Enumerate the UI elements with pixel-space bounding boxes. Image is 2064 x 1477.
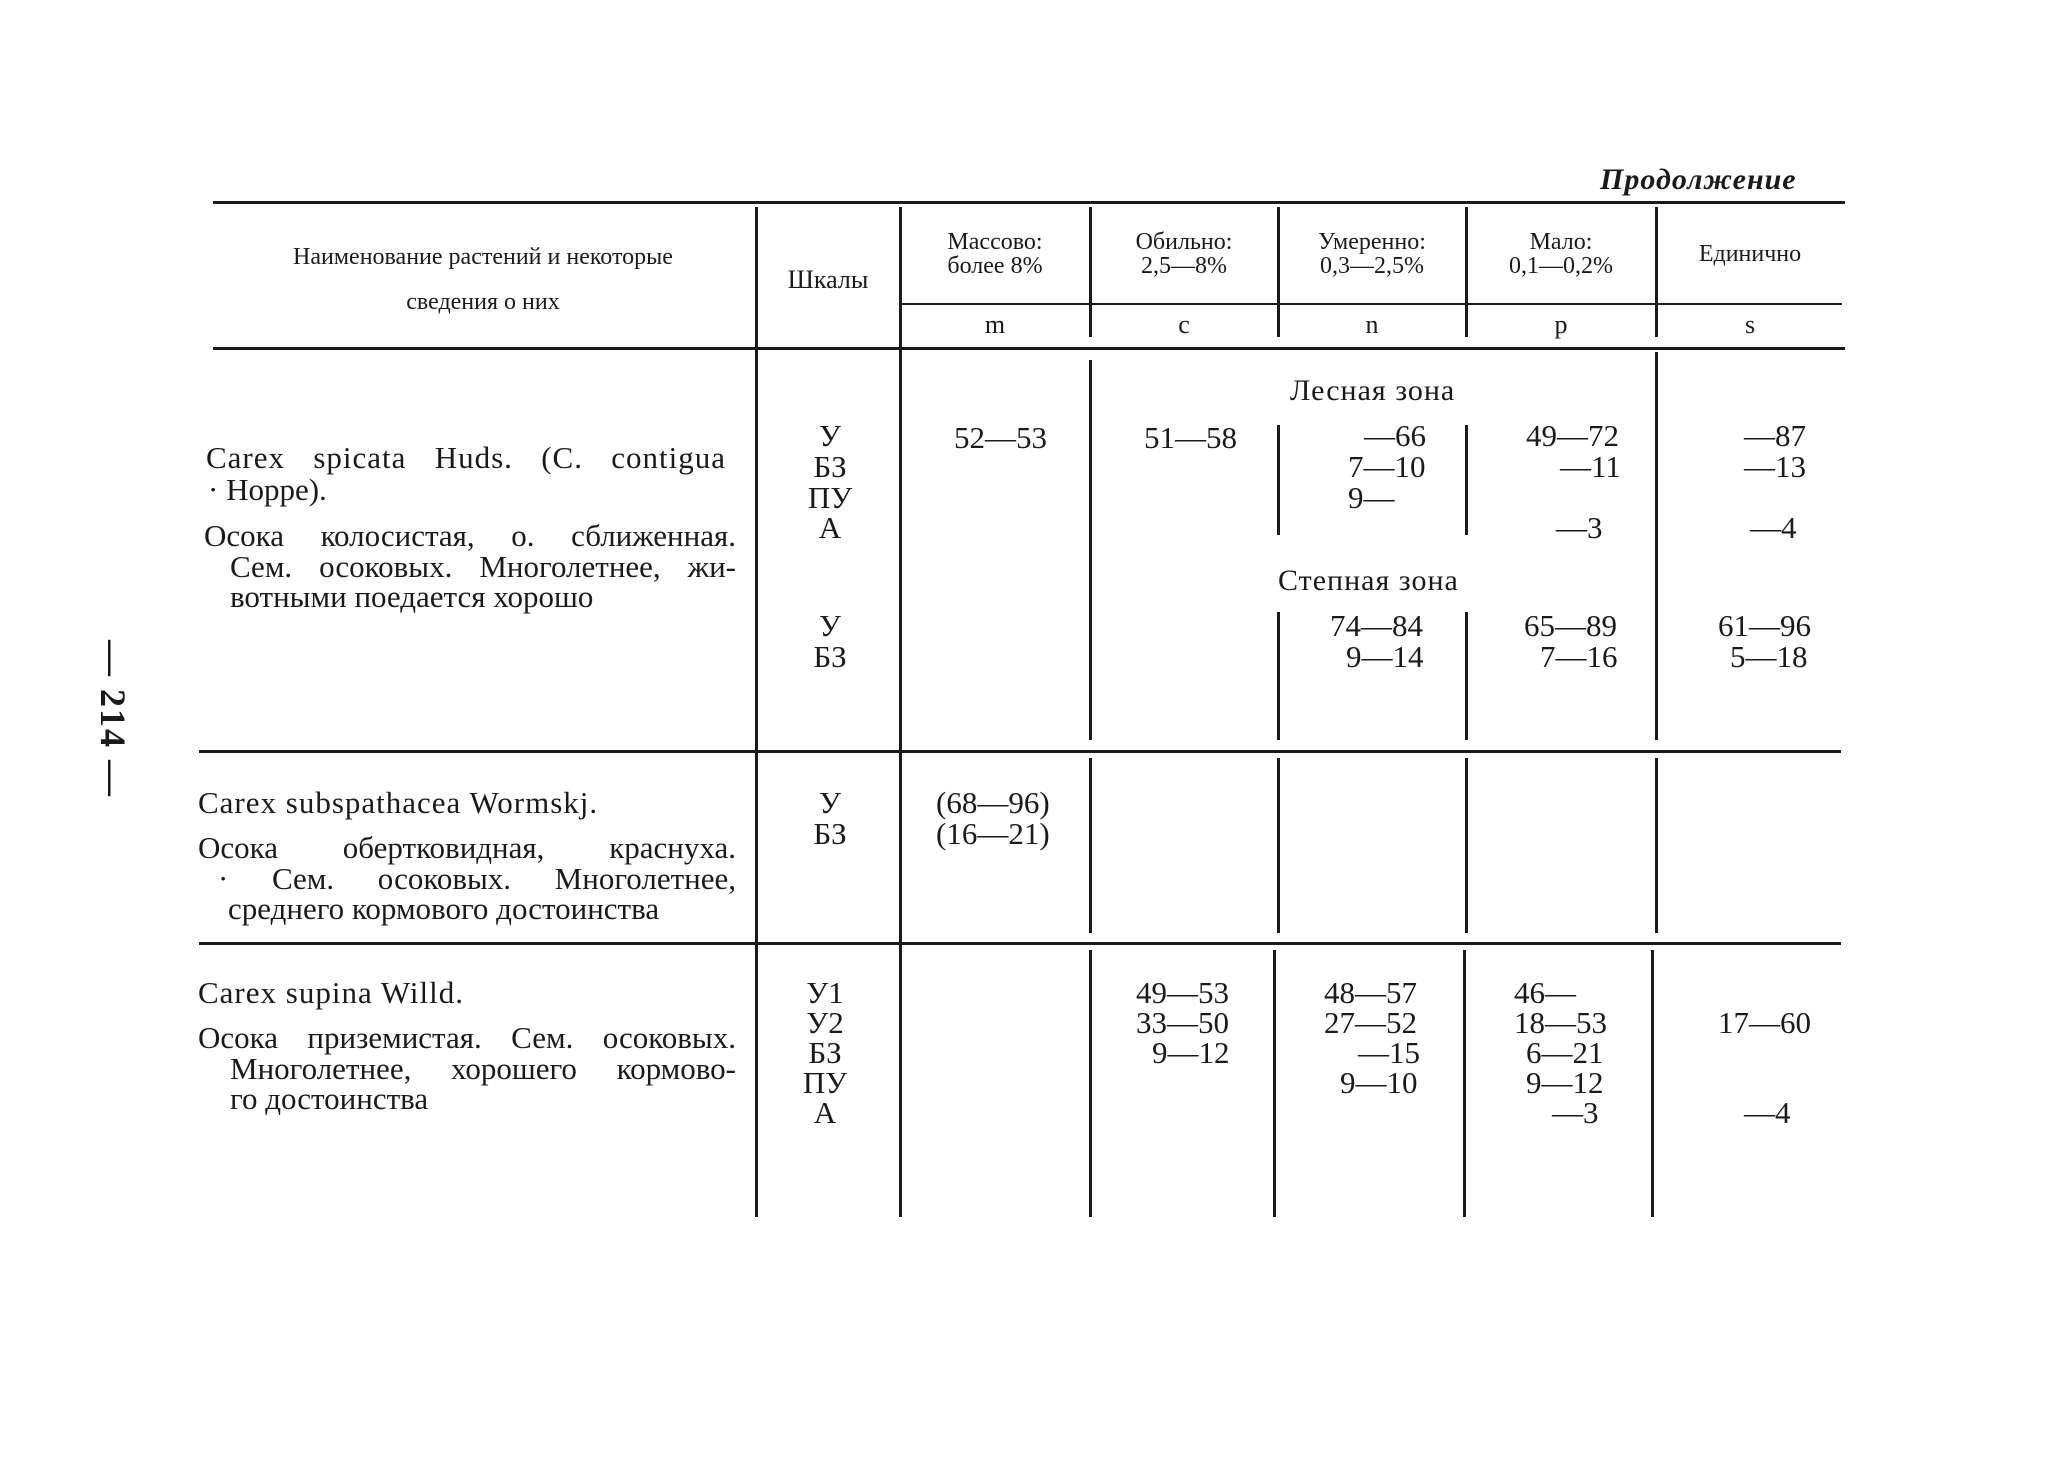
row2-desc-line2: · Сем. осоковых. Многолетнее, [218, 861, 736, 896]
header-moderate-line1: Умеренно: [1318, 229, 1426, 255]
row3-p-value: 9—12 [1526, 1065, 1604, 1100]
row3-n-value: 48—57 [1324, 975, 1417, 1010]
zone-label-steppe: Степная зона [1278, 564, 1459, 597]
row1-steppe-scale: У [819, 608, 841, 643]
row3-s-value: 17—60 [1718, 1005, 1811, 1040]
row1-m-value: 52—53 [954, 420, 1047, 455]
header-abundant-line2: 2,5—8% [1141, 253, 1227, 279]
row3-desc-line3: го достоинства [230, 1081, 429, 1116]
row1-s-value: —87 [1744, 418, 1806, 453]
col-rule-scales [755, 207, 758, 1217]
row1-p-value: 49—72 [1526, 418, 1619, 453]
col-rule-m [899, 207, 902, 1217]
col-rule-p-2 [1465, 758, 1468, 933]
header-few-code: p [1554, 310, 1568, 339]
row1-steppe-n-value: 74—84 [1330, 608, 1423, 643]
row2-scale: БЗ [813, 816, 847, 851]
row3-p-value: 18—53 [1514, 1005, 1607, 1040]
row3-p-value: 46— [1514, 975, 1576, 1010]
row3-c-value: 49—53 [1136, 975, 1229, 1010]
header-mass-line2: более 8% [947, 253, 1043, 279]
row2-desc-line3: среднего кормового достоинства [228, 891, 660, 926]
header-scales: Шкалы [787, 265, 869, 294]
row3-scale: ПУ [802, 1065, 848, 1100]
table-top-rule [213, 201, 1845, 204]
row2-desc-line1: Осока обертковидная, краснуха. [198, 830, 736, 865]
row1-n-value: 9— [1348, 480, 1395, 515]
header-single: Единично [1698, 241, 1802, 267]
header-few-line1: Мало: [1529, 229, 1593, 255]
header-mass-code: m [984, 310, 1006, 339]
row2-m-value: (16—21) [936, 816, 1050, 851]
row3-n-value: 27—52 [1324, 1005, 1417, 1040]
row3-scale: А [813, 1095, 837, 1130]
col-rule-s-2 [1655, 758, 1658, 933]
row1-s-value: —13 [1744, 449, 1806, 484]
row1-s-value: —4 [1750, 510, 1797, 545]
col-rule-n-f [1277, 425, 1280, 535]
row1-n-value: 7—10 [1348, 449, 1426, 484]
row3-s-value: —4 [1744, 1095, 1791, 1130]
row3-scale: У2 [806, 1005, 844, 1040]
row3-p-value: 6—21 [1526, 1035, 1604, 1070]
col-rule-c-body2 [1089, 758, 1092, 933]
header-moderate-line2: 0,3—2,5% [1320, 253, 1424, 279]
header-single-code: s [1744, 310, 1756, 339]
row1-scale: БЗ [813, 449, 847, 484]
col-rule-s-3 [1651, 950, 1654, 1217]
row3-c-value: 33—50 [1136, 1005, 1229, 1040]
col-rule-n-2 [1277, 758, 1280, 933]
row1-scale: У [819, 418, 841, 453]
header-few-line2: 0,1—0,2% [1509, 253, 1613, 279]
row1-scale: А [818, 510, 842, 545]
row3-scale: БЗ [808, 1035, 842, 1070]
col-rule-s-body [1655, 352, 1658, 740]
row1-desc-line2: Сем. осоковых. Многолетнее, жи- [230, 549, 736, 584]
row1-latin-line2: · Hoppe). [208, 472, 327, 507]
col-rule-p-3 [1463, 950, 1466, 1217]
zone-label-forest: Лесная зона [1290, 374, 1456, 407]
header-abundant-line1: Обильно: [1135, 229, 1233, 255]
col-rule-n-s [1277, 612, 1280, 740]
row2-m-value: (68—96) [936, 785, 1050, 820]
row-divider-1 [199, 750, 1841, 753]
row1-c-value: 51—58 [1144, 420, 1237, 455]
row3-n-value: 9—10 [1340, 1065, 1418, 1100]
row1-p-value: —3 [1556, 510, 1603, 545]
row3-scale: У1 [806, 975, 844, 1010]
row3-latin: Carex supina Willd. [198, 975, 465, 1010]
page-number: — 214 — [93, 640, 133, 798]
row1-steppe-p-value: 65—89 [1524, 608, 1617, 643]
row2-scale: У [819, 785, 841, 820]
row3-c-value: 9—12 [1152, 1035, 1230, 1070]
row1-n-value: —66 [1364, 418, 1426, 453]
row1-steppe-s-value: 5—18 [1730, 639, 1808, 674]
row3-p-value: —3 [1552, 1095, 1599, 1130]
row3-desc-line1: Осока приземистая. Сем. осоковых. [198, 1020, 736, 1055]
row1-steppe-n-value: 9—14 [1346, 639, 1424, 674]
row1-p-value: —11 [1560, 449, 1621, 484]
row1-steppe-p-value: 7—16 [1540, 639, 1618, 674]
header-mass-line1: Массово: [947, 229, 1043, 255]
row1-desc-line3: вотными поедается хорошо [230, 579, 594, 614]
header-name-line1: Наименование растений и некоторые [293, 244, 673, 270]
header-moderate-code: n [1365, 310, 1379, 339]
row1-latin-line1: Carex spicata Huds. (C. contigua [206, 440, 726, 475]
col-rule-c-body [1089, 360, 1092, 740]
col-rule-n-3 [1273, 950, 1276, 1217]
header-abundant-code: c [1178, 310, 1190, 339]
row1-steppe-scale: БЗ [813, 639, 847, 674]
row1-scale: ПУ [807, 480, 853, 515]
row1-steppe-s-value: 61—96 [1718, 608, 1811, 643]
col-rule-p-s [1465, 612, 1468, 740]
header-name-line2: сведения о них [406, 289, 560, 315]
header-bottom-rule [213, 347, 1845, 350]
row3-n-value: —15 [1358, 1035, 1420, 1070]
col-rule-c-body3 [1089, 950, 1092, 1217]
row2-latin: Carex subspathacea Wormskj. [198, 785, 599, 820]
row3-desc-line2: Многолетнее, хорошего кормово- [230, 1051, 736, 1086]
header-sub-rule [902, 303, 1842, 305]
continuation-label: Продолжение [1600, 163, 1797, 196]
row1-desc-line1: Осока колосистая, о. сближенная. [204, 518, 736, 553]
col-rule-p-f [1465, 425, 1468, 535]
row-divider-2 [199, 942, 1841, 945]
